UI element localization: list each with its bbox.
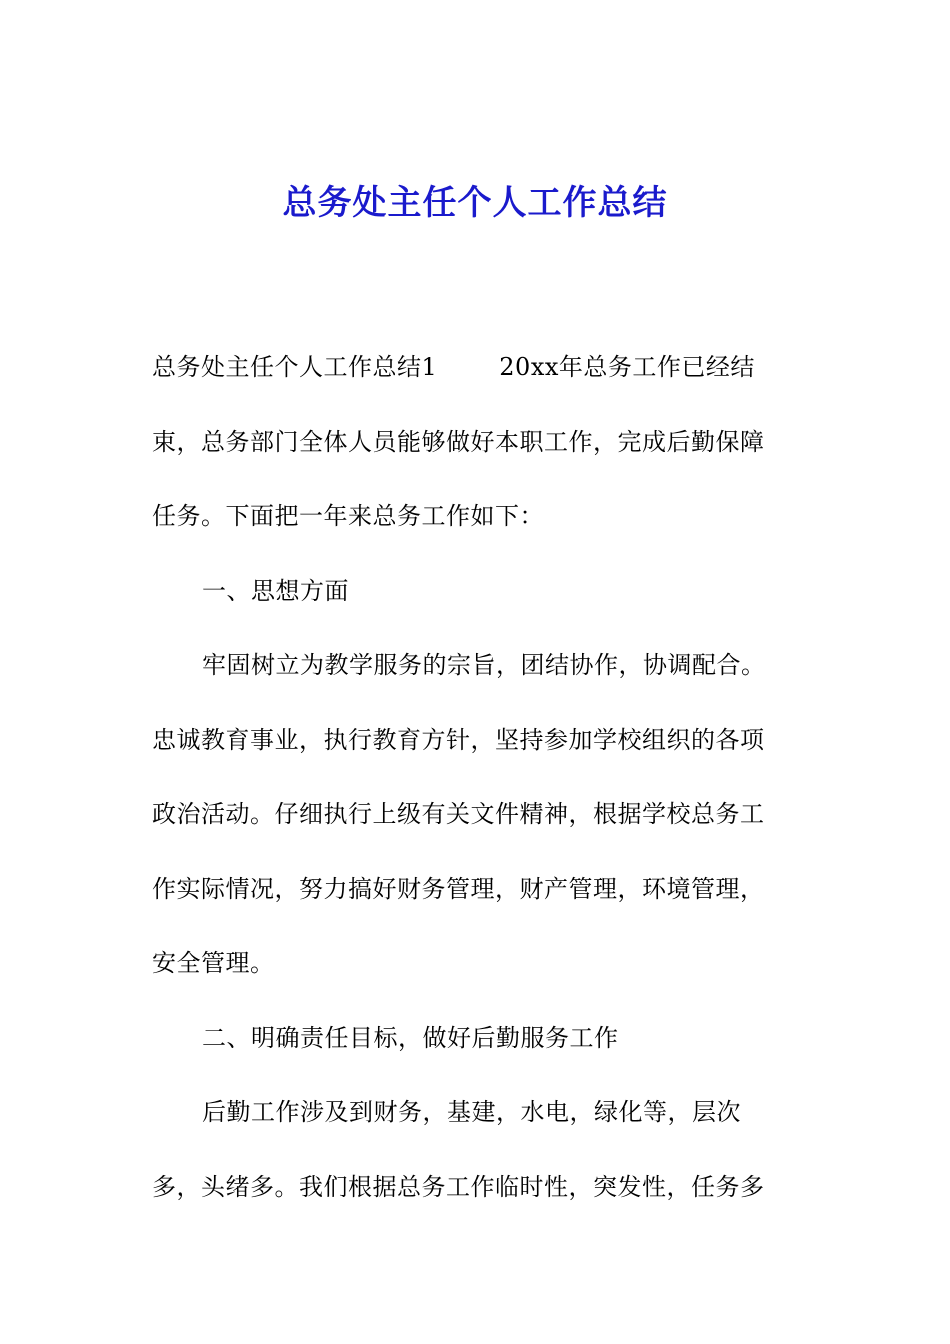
body-line-1-heading: 总务处主任个人工作总结1 bbox=[152, 353, 438, 381]
body-line-1 bbox=[152, 330, 802, 405]
body-line-11: 后勤工作涉及到财务，基建，水电，绿化等，层次 bbox=[202, 1098, 741, 1126]
body-line-6: 忠诚教育事业，执行教育方针，坚持参加学校组织的各项 bbox=[152, 725, 765, 754]
body-line-3: 任务。下面把一年来总务工作如下： bbox=[152, 502, 544, 530]
body-line-5: 牢固树立为教学服务的宗旨，团结协作，协调配合。 bbox=[202, 651, 766, 679]
section-heading-1: 一、思想方面 bbox=[202, 576, 349, 605]
body-line-9: 安全管理。 bbox=[152, 949, 275, 977]
section-heading-2: 二、明确责任目标，做好后勤服务工作 bbox=[202, 1023, 619, 1052]
document-body bbox=[152, 330, 802, 1224]
body-line-2: 束，总务部门全体人员能够做好本职工作，完成后勤保障 bbox=[152, 427, 765, 456]
body-line-12: 多，头绪多。我们根据总务工作临时性，突发性，任务多 bbox=[152, 1172, 765, 1201]
body-line-8: 作实际情况，努力搞好财务管理，财产管理，环境管理， bbox=[152, 874, 765, 903]
body-line-7: 政治活动。仔细执行上级有关文件精神，根据学校总务工 bbox=[152, 800, 765, 828]
body-line-1-text: 20xx年总务工作已经结 bbox=[499, 353, 755, 381]
document-title: 总务处主任个人工作总结 bbox=[282, 183, 668, 223]
